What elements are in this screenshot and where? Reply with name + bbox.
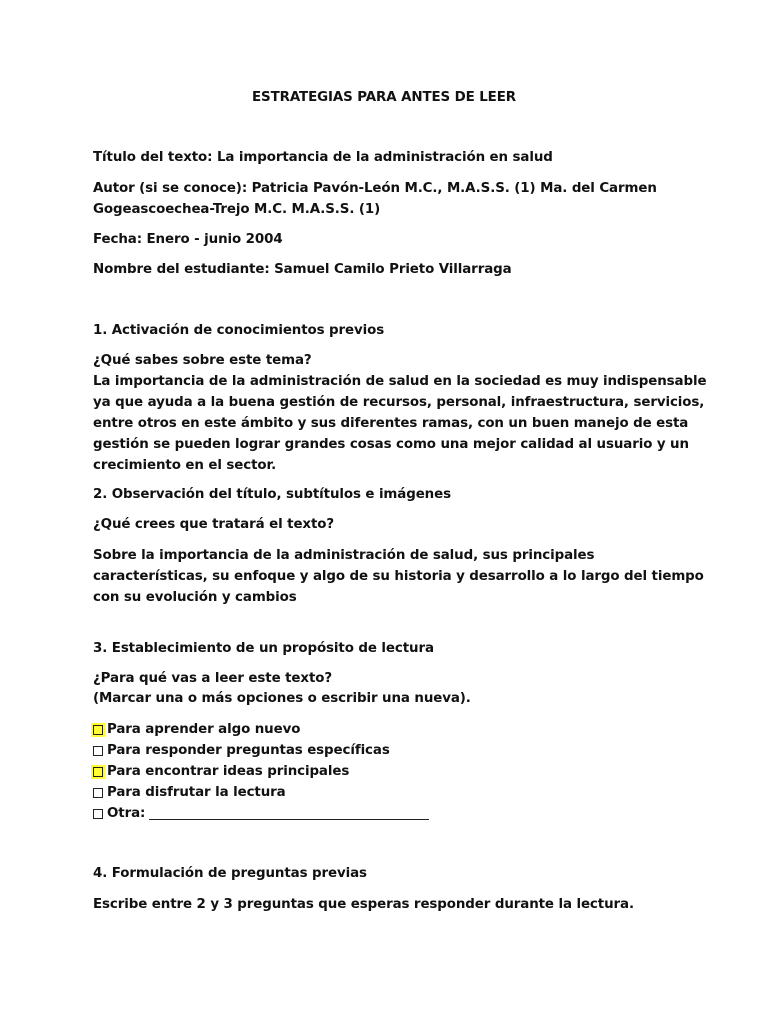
checkbox-icon[interactable] xyxy=(93,788,103,798)
option-row[interactable] xyxy=(93,740,390,761)
option-label: Otra: xyxy=(107,806,146,821)
section-2-answer-line: Sobre la importancia de la administración de salud, sus principales xyxy=(93,548,595,563)
section-2-question: ¿Qué crees que tratará el texto? xyxy=(93,517,335,532)
checkbox-icon[interactable] xyxy=(93,746,103,756)
option-row[interactable] xyxy=(93,782,286,803)
option-row[interactable] xyxy=(93,761,349,782)
date-field: Fecha: Enero - junio 2004 xyxy=(93,232,283,247)
student-name-field: Nombre del estudiante: Samuel Camilo Prieto Villarraga xyxy=(93,262,512,277)
option-label: Para disfrutar la lectura xyxy=(107,785,286,800)
checkbox-checked-icon[interactable] xyxy=(93,767,103,777)
checkbox-icon[interactable] xyxy=(93,809,103,819)
section-3-question: ¿Para qué vas a leer este texto? xyxy=(93,671,333,686)
section-2-answer-line: con su evolución y cambios xyxy=(93,590,297,605)
section-1-answer-line: crecimiento en el sector. xyxy=(93,458,277,473)
checkbox-checked-icon[interactable] xyxy=(93,725,103,735)
section-2-answer-line: características, su enfoque y algo de su historia y desarrollo a lo largo del tiempo xyxy=(93,569,704,584)
other-blank-line[interactable] xyxy=(149,807,429,820)
author-field-line-1: Autor (si se conoce): Patricia Pavón-León M.C., M.A.S.S. (1) Ma. del Carmen xyxy=(93,181,657,196)
section-1-answer-line: gestión se pueden lograr grandes cosas como una mejor calidad al usuario y un xyxy=(93,437,689,452)
option-row[interactable] xyxy=(93,803,429,824)
option-label: Para encontrar ideas principales xyxy=(107,764,350,779)
section-1-answer-line: La importancia de la administración de salud en la sociedad es muy indispensable xyxy=(93,374,707,389)
section-4-heading: 4. Formulación de preguntas previas xyxy=(93,866,367,881)
section-4-instruction: Escribe entre 2 y 3 preguntas que esperas responder durante la lectura. xyxy=(93,897,634,912)
author-field-line-2: Gogeascoechea-Trejo M.C. M.A.S.S. (1) xyxy=(93,202,381,217)
section-1-answer-line: entre otros en este ámbito y sus diferentes ramas, con un buen manejo de esta xyxy=(93,416,689,431)
text-title-field: Título del texto: La importancia de la administración en salud xyxy=(93,150,553,165)
option-label: Para aprender algo nuevo xyxy=(107,722,301,737)
section-3-instruction: (Marcar una o más opciones o escribir una nueva). xyxy=(93,691,471,706)
document-title: ESTRATEGIAS PARA ANTES DE LEER xyxy=(252,90,516,105)
option-row[interactable] xyxy=(93,719,300,740)
section-1-answer-line: ya que ayuda a la buena gestión de recursos, personal, infraestructura, servicios, xyxy=(93,395,705,410)
section-1-question: ¿Qué sabes sobre este tema? xyxy=(93,353,312,368)
section-3-heading: 3. Establecimiento de un propósito de lectura xyxy=(93,641,434,656)
section-2-heading: 2. Observación del título, subtítulos e imágenes xyxy=(93,487,451,502)
section-1-heading: 1. Activación de conocimientos previos xyxy=(93,323,385,338)
option-label: Para responder preguntas específicas xyxy=(107,743,390,758)
